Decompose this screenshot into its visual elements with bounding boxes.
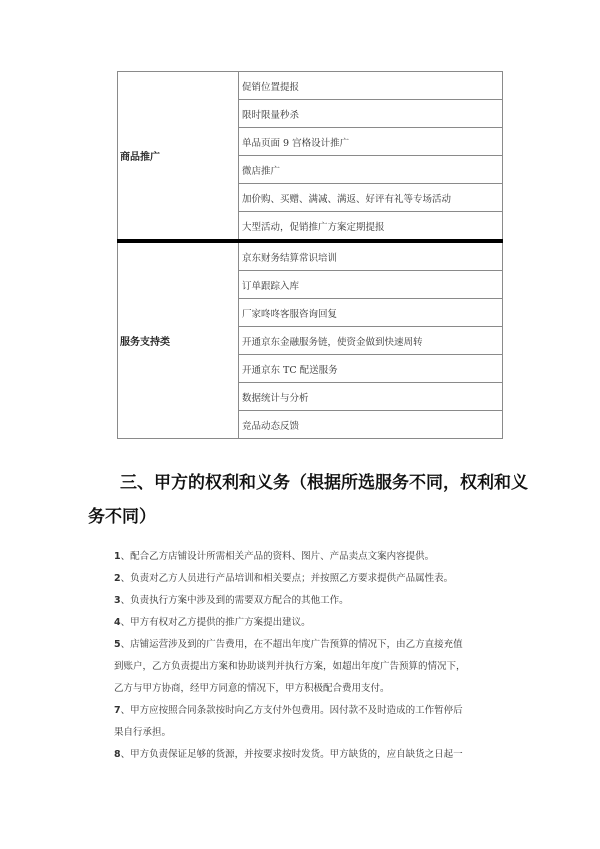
service-item: 促销位置提报 — [239, 72, 503, 100]
service-item: 大型活动，促销推广方案定期提报 — [239, 212, 503, 242]
service-item: 厂家咚咚客服咨询回复 — [239, 299, 503, 327]
section-heading — [88, 466, 528, 534]
list-item-continuation: 乙方与甲方协商，经甲方同意的情况下，甲方积极配合费用支付。 — [114, 683, 390, 694]
list-item: 7、甲方应按照合同条款按时向乙方支付外包费用。因付款不及时造成的工作暂停后 — [114, 705, 463, 716]
list-item: 1、配合乙方店铺设计所需相关产品的资料、图片、产品卖点文案内容提供。 — [114, 551, 435, 562]
service-item: 京东财务结算常识培训 — [239, 241, 503, 271]
list-item: 3、负责执行方案中涉及到的需要双方配合的其他工作。 — [114, 595, 349, 606]
service-item: 限时限量秒杀 — [239, 100, 503, 128]
section-heading-line1: 三、甲方的权利和义务（根据所选服务不同，权利和义 — [120, 473, 528, 493]
category-cell: 服务支持类 — [118, 241, 239, 439]
services-table — [117, 71, 503, 439]
service-item: 微店推广 — [239, 156, 503, 184]
table-row — [118, 241, 503, 271]
service-item: 加价购、买赠、满减、满返、好评有礼等专场活动 — [239, 184, 503, 212]
section-heading-line2: 务不同） — [88, 507, 156, 527]
service-item: 订单跟踪入库 — [239, 271, 503, 299]
category-cell: 商品推广 — [118, 72, 239, 242]
service-item: 单品页面 9 宫格设计推广 — [239, 128, 503, 156]
service-item: 开通京东 TC 配送服务 — [239, 355, 503, 383]
list-item: 8、甲方负责保证足够的货源，并按要求按时发货。甲方缺货的，应自缺货之日起一 — [114, 749, 463, 760]
service-item: 数据统计与分析 — [239, 383, 503, 411]
service-item: 竞品动态反馈 — [239, 411, 503, 439]
obligations-list — [114, 546, 506, 766]
list-item: 5、店铺运营涉及到的广告费用，在不超出年度广告预算的情况下，由乙方直接充值 — [114, 639, 463, 650]
list-item: 4、甲方有权对乙方提供的推广方案提出建议。 — [114, 617, 311, 628]
list-item-continuation: 果自行承担。 — [114, 727, 172, 738]
list-item-continuation: 到账户，乙方负责提出方案和协助谈判并执行方案，如超出年度广告预算的情况下， — [114, 661, 466, 672]
table-row — [118, 72, 503, 100]
service-item: 开通京东金融服务链，使资金做到快速周转 — [239, 327, 503, 355]
list-item: 2、负责对乙方人员进行产品培训和相关要点；并按照乙方要求提供产品属性表。 — [114, 573, 454, 584]
